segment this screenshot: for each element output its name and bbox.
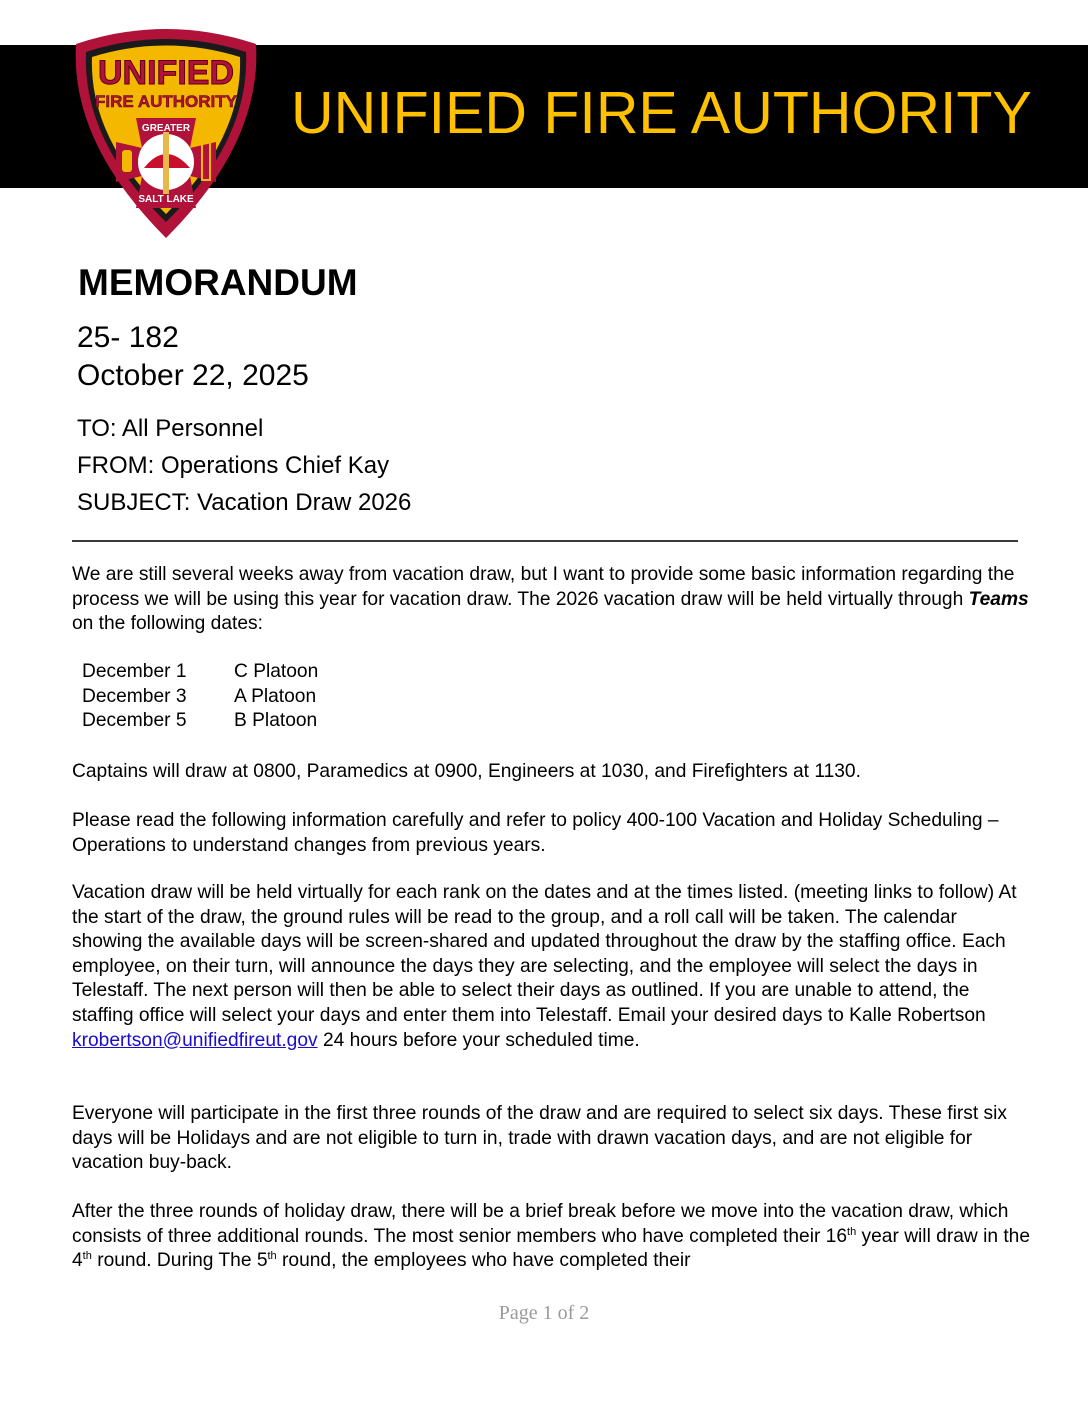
schedule-date: December 5 [82, 710, 187, 732]
svg-text:FIRE AUTHORITY: FIRE AUTHORITY [95, 92, 237, 111]
holiday-text: Everyone will participate in the first three rounds of the draw and are required to select six days. These first six days will be Holidays and are not eligible to turn in, trade with drawn vacation days, and are not eligible for vacation buy-back. [72, 1103, 1007, 1174]
policy-text: Please read the following information carefully and refer to policy 400-100 Vacation and Holiday Scheduling – Operations to understand changes from previous years. [72, 810, 999, 856]
schedule-date: December 3 [82, 685, 187, 707]
ordinal-suffix: th [82, 1250, 92, 1263]
svg-text:UNIFIED: UNIFIED [98, 54, 234, 92]
memo-title: MEMORANDUM [78, 262, 358, 303]
ordinal-suffix: th [267, 1250, 277, 1263]
rounds-text: year will draw in the 4 [72, 1225, 1031, 1272]
memo-to: TO: All Personnel [77, 415, 264, 442]
intro-text: We are still several weeks away from vacation draw, but I want to provide some basic information regarding the process we will be using this year for vacation draw. The 2026 vacation draw will be held virtually through [72, 564, 1015, 610]
memo-date: October 22, 2025 [77, 359, 309, 392]
intro-paragraph [72, 563, 1032, 637]
svg-text:SALT LAKE: SALT LAKE [138, 194, 194, 205]
draw-schedule [82, 660, 318, 734]
schedule-date: December 1 [82, 661, 187, 682]
schedule-platoon: A Platoon [234, 685, 317, 707]
schedule-platoon: B Platoon [234, 710, 318, 732]
rounds-text: After the three rounds of holiday draw, there will be a brief break before we move into the vacation draw, which consists of three additional rounds. The most senior members who have completed their 16 [72, 1201, 1009, 1247]
vacation-rounds-paragraph [72, 1200, 1032, 1274]
teams-emphasis: Teams [968, 588, 1029, 610]
svg-text:GREATER: GREATER [141, 123, 191, 134]
fire-department-shield-logo-icon [66, 22, 266, 242]
draw-times-paragraph [72, 760, 1032, 785]
process-paragraph [72, 881, 1032, 1053]
holiday-paragraph [72, 1102, 1032, 1176]
rounds-text: round. During The 5 [91, 1250, 268, 1272]
memo-number: 25- 182 [77, 321, 179, 354]
header-divider [72, 540, 1018, 542]
intro-text-end: on the following dates: [72, 613, 263, 635]
process-text-end: 24 hours before your scheduled time. [317, 1029, 640, 1051]
memo-from: FROM: Operations Chief Kay [77, 452, 390, 479]
schedule-row [82, 660, 318, 685]
draw-times-text: Captains will draw at 0800, Paramedics at 0900, Engineers at 1030, and Firefighters at 1130. [72, 761, 861, 782]
schedule-platoon: C Platoon [234, 661, 319, 682]
rounds-text: round, the employees who have completed their [276, 1250, 691, 1272]
ordinal-suffix: th [847, 1225, 857, 1238]
memo-subject: SUBJECT: Vacation Draw 2026 [77, 489, 412, 516]
schedule-row [82, 709, 318, 734]
policy-paragraph [72, 809, 1032, 858]
schedule-row [82, 685, 318, 710]
organization-title: UNIFIED FIRE AUTHORITY [291, 80, 1032, 146]
process-text: Vacation draw will be held virtually for each rank on the dates and at the times listed. (meeting links to follow) At the start of the draw, the ground rules will be read to the group, and a roll call will be taken. The calendar showing the available days will be screen-shared and updated throughout the draw by the staffing office. Each employee, on their turn, will announce the days they are selecting, and the employee will select the days in Telestaff. The next person will then be able to select their days as outlined. If you are unable to attend, the staffing office will select your days and enter them into Telestaff. Email your desired days to Kalle Robertson [72, 882, 1017, 1026]
email-link[interactable]: krobertson@unifiedfireut.gov [72, 1029, 318, 1051]
page-number: Page 1 of 2 [498, 1302, 590, 1324]
